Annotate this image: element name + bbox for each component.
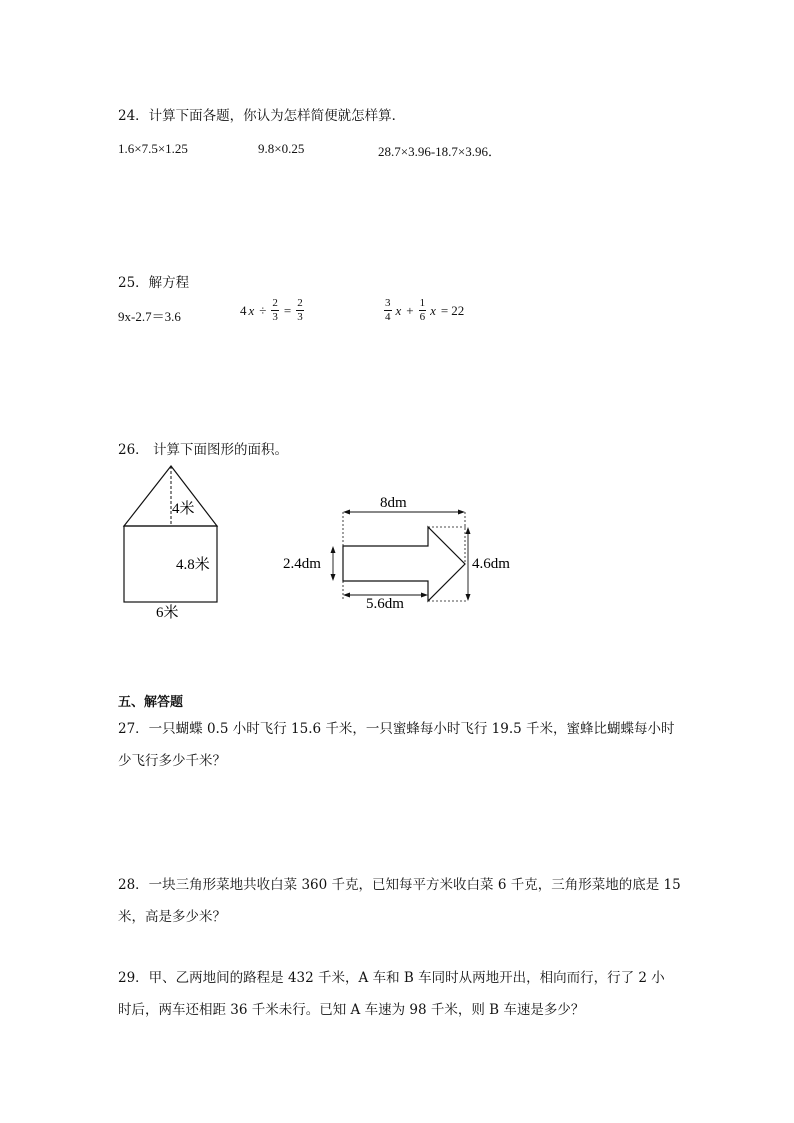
- eq3-f1-den: 4: [385, 311, 391, 323]
- q24-expr-1: 1.6×7.5×1.25: [118, 141, 188, 156]
- eq3-plus: +: [406, 302, 414, 318]
- dim-bottom-arrow-right: [421, 593, 428, 598]
- q25-title: 25．解方程: [118, 275, 190, 291]
- eq2-coef: 4: [240, 302, 247, 318]
- rect-height-label: 4.8米: [176, 557, 210, 573]
- dim-bottom-arrow-left: [343, 593, 350, 598]
- dim-top-arrow-right: [458, 510, 465, 515]
- dim-right-arrow-top: [466, 527, 471, 534]
- base-label: 6米: [156, 605, 179, 621]
- dim-top-arrow-left: [343, 510, 350, 515]
- eq2-var: x: [248, 302, 255, 318]
- dim-top-label: 8dm: [380, 495, 407, 511]
- dim-left-arrow-bottom: [331, 574, 336, 581]
- q25-eq-2: [240, 298, 306, 323]
- q28-line-2: 米，高是多少米？: [118, 909, 226, 925]
- arrow-shape: [343, 527, 465, 601]
- eq3-equals: =: [440, 302, 449, 318]
- figure-house: [110, 458, 240, 628]
- eq2-f2-den: 3: [297, 311, 303, 323]
- q29-line-1: 29．甲、乙两地间的路程是 432 千米，A 车和 B 车同时从两地开出，相向而行，行了 2 小: [118, 970, 665, 986]
- q25-eq-1: 9x-2.7＝3.6: [118, 309, 181, 324]
- q24-expr-2: 9.8×0.25: [258, 141, 305, 156]
- q25-eq-3: [382, 298, 464, 323]
- eq2-div: ÷: [259, 302, 267, 318]
- dim-right-label: 4.6dm: [472, 556, 510, 572]
- section-5-title: 五、解答题: [118, 695, 184, 710]
- q26-title: 26． 计算下面图形的面积。: [118, 442, 288, 458]
- eq3-var-2: x: [430, 302, 436, 318]
- eq2-fraction-2: [296, 298, 304, 323]
- q24-title: 24．计算下面各题，你认为怎样简便就怎样算．: [118, 108, 406, 124]
- q24-expr-3: 28.7×3.96-18.7×3.96．: [378, 144, 501, 159]
- figure-arrow: [276, 490, 526, 610]
- dim-bottom-label: 5.6dm: [366, 596, 404, 610]
- eq3-rhs: 22: [451, 302, 465, 318]
- eq2-f1-den: 3: [272, 311, 278, 323]
- eq3-fraction-2: [419, 298, 427, 323]
- eq2-f1-num: 2: [272, 297, 278, 309]
- eq3-var-1: x: [395, 302, 402, 318]
- eq2-fraction-1: [271, 298, 279, 323]
- dim-left-label: 2.4dm: [283, 556, 321, 572]
- dim-left-arrow-top: [331, 546, 336, 553]
- eq2-f2-num: 2: [297, 297, 303, 309]
- dim-right-arrow-bottom: [466, 594, 471, 601]
- triangle-height-label: 4米: [172, 501, 195, 517]
- eq2-equals: =: [283, 302, 292, 318]
- q27-line-2: 少飞行多少千米？: [118, 753, 226, 769]
- eq3-f2-num: 1: [419, 297, 426, 309]
- q27-line-1: 27．一只蝴蝶 0.5 小时飞行 15.6 千米，一只蜜蜂每小时飞行 19.5 千米，蜜蜂比蝴蝶每小时: [118, 721, 675, 737]
- q28-line-1: 28．一块三角形菜地共收白菜 360 千克，已知每平方米收白菜 6 千克，三角形菜地的底是 15: [118, 877, 681, 893]
- eq3-f2-den: 6: [419, 311, 426, 323]
- eq3-fraction-1: [384, 298, 392, 323]
- eq3-f1-num: 3: [385, 297, 391, 309]
- q29-line-2: 时后，两车还相距 36 千米未行。已知 A 车速为 98 千米，则 B 车速是多少？: [118, 1002, 585, 1018]
